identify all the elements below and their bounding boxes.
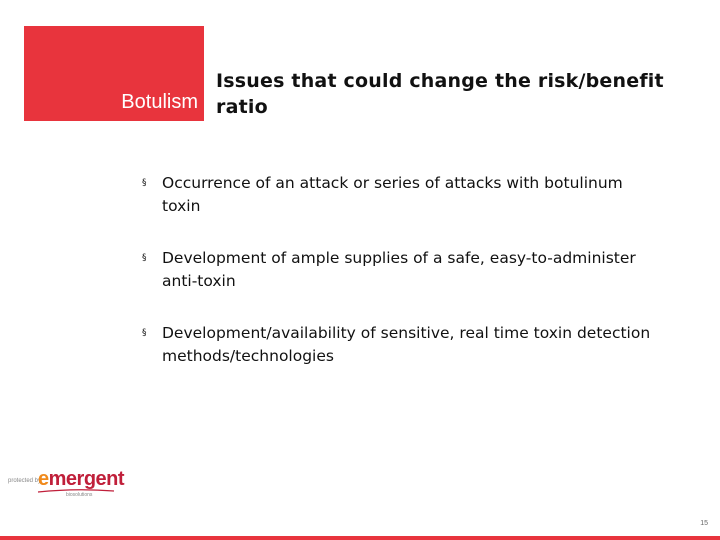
bullet-item — [144, 322, 664, 368]
bullet-item — [144, 247, 664, 293]
footer-accent-bar — [0, 536, 720, 540]
bullet-item — [144, 172, 664, 218]
bullet-text: Development/availability of sensitive, real time toxin detection methods/technologies — [162, 324, 651, 365]
bullet-marker: § — [142, 253, 147, 263]
section-label: Botulism — [121, 91, 198, 113]
logo-prefix: protected by — [8, 478, 42, 484]
page-number: 15 — [700, 520, 708, 527]
emergent-logo — [8, 468, 125, 528]
logo-rest: mergent — [48, 468, 125, 490]
bullet-marker: § — [142, 328, 147, 338]
logo-first-letter: e — [38, 468, 49, 490]
bullet-text: Development of ample supplies of a safe, easy-to-administer anti-toxin — [162, 249, 636, 290]
bullet-text: Occurrence of an attack or series of attacks with botulinum toxin — [162, 174, 623, 215]
bullet-list — [144, 172, 664, 397]
slide-title: Issues that could change the risk/benefit ratio — [216, 70, 664, 118]
logo-subtitle: biosolutions — [66, 492, 93, 498]
bullet-marker: § — [142, 178, 147, 188]
